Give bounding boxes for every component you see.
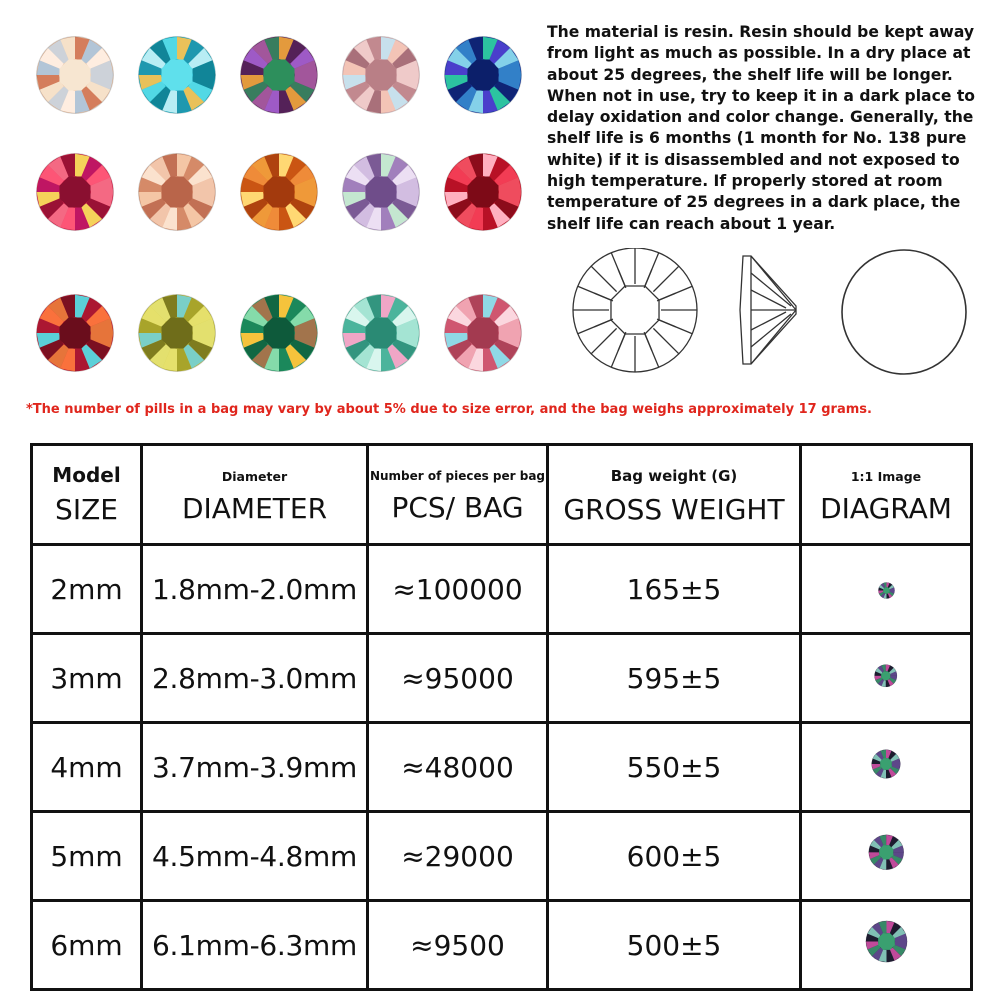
header-weight: Bag weight (G) GROSS WEIGHT: [548, 445, 801, 545]
table-row: [32, 901, 972, 990]
bottom-view-diagram: [842, 250, 966, 374]
table-row: [32, 634, 972, 723]
cell-size: 3mm: [32, 634, 142, 723]
top-view-diagram: [573, 248, 697, 372]
cell-diagram: [801, 723, 972, 812]
cell-diameter: 1.8mm-2.0mm: [142, 545, 368, 634]
cell-size: 2mm: [32, 545, 142, 634]
gem-fuchsia-ab: [35, 152, 115, 232]
table-row: [32, 723, 972, 812]
cell-weight: 165±5: [548, 545, 801, 634]
header-image: 1:1 Image DIAGRAM: [801, 445, 972, 545]
gem-rose-ab: [341, 35, 421, 115]
cell-pcs: ≈9500: [368, 901, 548, 990]
cell-diameter: 2.8mm-3.0mm: [142, 634, 368, 723]
gem-mint-ab: [341, 293, 421, 373]
header-diameter: Diameter DIAMETER: [142, 445, 368, 545]
table-row: [32, 812, 972, 901]
material-description: The material is resin. Resin should be kept away from light as much as possible. In a dry place at about 25 degrees, the shelf life will be longer. When not in use, try to keep it in a dark place to delay oxidation and color change. Generally, the shelf life is 6 months (1 month for No. 138 pure white) if it is disassembled and not exposed to high temperature. If properly stored at room temperature of 25 degrees in a dark place, the shelf life can reach about 1 year.: [547, 23, 975, 233]
cell-diameter: 4.5mm-4.8mm: [142, 812, 368, 901]
gem-pink-ab: [443, 293, 523, 373]
gem-crystal-ab: [35, 35, 115, 115]
size-specification-table: [30, 443, 973, 991]
table-header-row: [32, 445, 972, 545]
rhinestone-actual-size-icon: [871, 749, 901, 786]
cell-diameter: 6.1mm-6.3mm: [142, 901, 368, 990]
gem-siam-ab: [35, 293, 115, 373]
gem-jonquil-ab: [137, 293, 217, 373]
rhinestone-actual-size-icon: [868, 834, 905, 878]
gem-aquamarine-ab: [137, 35, 217, 115]
cell-diagram: [801, 545, 972, 634]
cell-weight: 500±5: [548, 901, 801, 990]
rhinestone-actual-size-icon: [874, 662, 898, 695]
cell-pcs: ≈100000: [368, 545, 548, 634]
cell-diagram: [801, 634, 972, 723]
cell-size: 6mm: [32, 901, 142, 990]
gem-lilac-ab: [341, 152, 421, 232]
cell-diameter: 3.7mm-3.9mm: [142, 723, 368, 812]
cell-size: 4mm: [32, 723, 142, 812]
header-pcs: Number of pieces per bag PCS/ BAG: [368, 445, 548, 545]
table-row: [32, 545, 972, 634]
bag-count-note: *The number of pills in a bag may vary by about 5% due to size error, and the bag weighs approximately 17 grams.: [26, 402, 872, 417]
side-view-diagram: [740, 256, 796, 364]
gem-topaz-ab: [239, 152, 319, 232]
gem-red-ab: [443, 152, 523, 232]
gem-amethyst-ab: [239, 35, 319, 115]
cell-weight: 595±5: [548, 634, 801, 723]
cell-diagram: [801, 812, 972, 901]
rhinestone-actual-size-icon: [878, 573, 895, 606]
cell-pcs: ≈48000: [368, 723, 548, 812]
gem-emerald-ab: [239, 293, 319, 373]
cell-pcs: ≈95000: [368, 634, 548, 723]
rhinestone-actual-size-icon: [865, 920, 908, 970]
cell-pcs: ≈29000: [368, 812, 548, 901]
header-size: Model SIZE: [32, 445, 142, 545]
cell-size: 5mm: [32, 812, 142, 901]
cell-weight: 550±5: [548, 723, 801, 812]
cell-diagram: [801, 901, 972, 990]
rhinestone-shape-diagrams: [566, 248, 986, 388]
cell-weight: 600±5: [548, 812, 801, 901]
gem-peach-ab: [137, 152, 217, 232]
gem-sapphire-ab: [443, 35, 523, 115]
